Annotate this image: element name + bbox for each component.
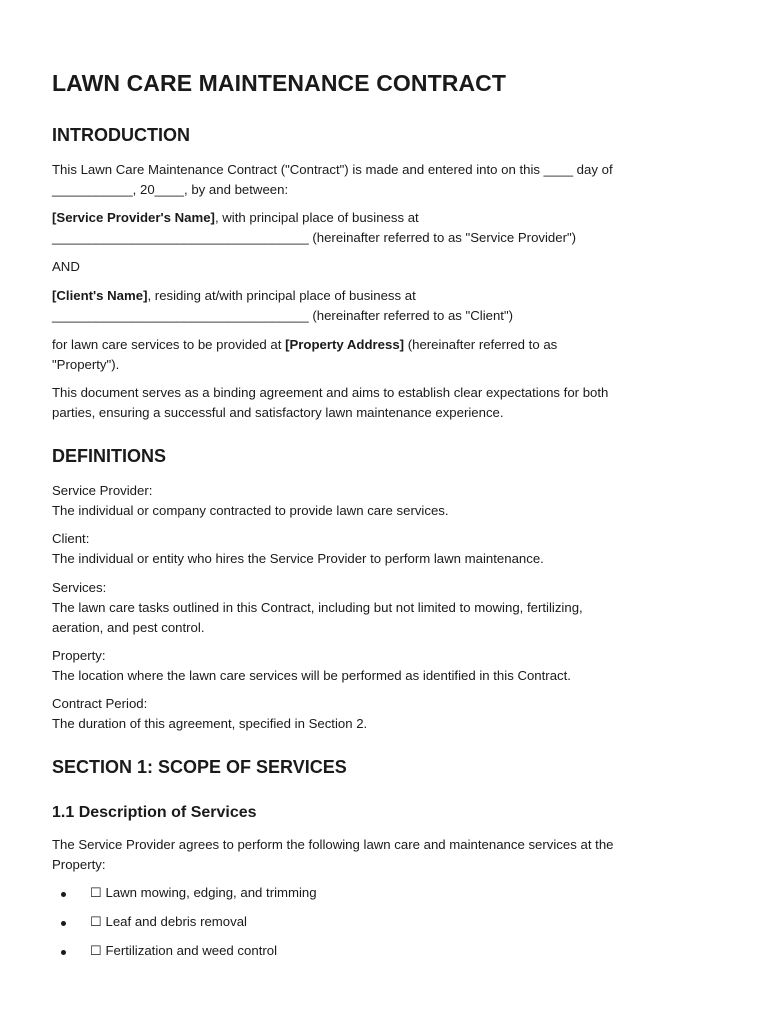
client-name-placeholder: [Client's Name]	[52, 288, 148, 303]
list-item	[52, 912, 317, 941]
property-line-2: "Property").	[52, 357, 120, 372]
service-checkbox-label: ☐ Fertilization and weed control	[90, 943, 278, 958]
client-address-line: ___________________________________ (hereinafter referred to as "Client")	[52, 308, 514, 323]
service-checkbox-label: ☐ Leaf and debris removal	[90, 914, 247, 929]
list-item	[52, 883, 317, 912]
definition-property	[52, 646, 722, 686]
and-text: AND	[52, 259, 80, 274]
definition-text-continued: aeration, and pest control.	[52, 620, 205, 635]
definition-term: Services:	[52, 580, 107, 595]
services-description-paragraph	[52, 835, 722, 875]
service-provider-name-placeholder: [Service Provider's Name]	[52, 210, 215, 225]
services-description-line-1: The Service Provider agrees to perform the following lawn care and maintenance services at the	[52, 837, 614, 852]
binding-agreement-paragraph	[52, 383, 722, 423]
definition-text: The location where the lawn care services will be performed as identified in this Contract.	[52, 668, 571, 683]
section-1-heading: SECTION 1: SCOPE OF SERVICES	[52, 757, 347, 777]
definitions-heading: DEFINITIONS	[52, 446, 167, 466]
introduction-heading: INTRODUCTION	[52, 125, 190, 145]
property-post-text: (hereinafter referred to as	[404, 337, 558, 352]
definition-term: Service Provider:	[52, 483, 153, 498]
intro-line-1: This Lawn Care Maintenance Contract ("Contract") is made and entered into on this ____ day of	[52, 162, 613, 177]
property-paragraph	[52, 335, 722, 375]
definition-contract-period	[52, 694, 722, 734]
property-pre-text: for lawn care services to be provided at	[52, 337, 286, 352]
intro-paragraph	[52, 160, 722, 200]
binding-line-1: This document serves as a binding agreement and aims to establish clear expectations for both	[52, 385, 609, 400]
bullet-icon	[61, 950, 66, 955]
binding-line-2: parties, ensuring a successful and satisfactory lawn maintenance experience.	[52, 405, 504, 420]
definition-text: The individual or company contracted to provide lawn care services.	[52, 503, 449, 518]
service-checkbox-label: ☐ Lawn mowing, edging, and trimming	[90, 885, 317, 900]
services-checklist	[52, 883, 317, 970]
definition-term: Client:	[52, 531, 90, 546]
definition-text: The lawn care tasks outlined in this Contract, including but not limited to mowing, fertilizing,	[52, 600, 583, 615]
definition-text: The duration of this agreement, specified in Section 2.	[52, 716, 368, 731]
bullet-icon	[61, 921, 66, 926]
property-address-placeholder: [Property Address]	[285, 337, 405, 352]
definition-client	[52, 529, 722, 569]
definition-services	[52, 578, 722, 638]
service-provider-address-text: , with principal place of business at	[214, 210, 419, 225]
definition-term: Contract Period:	[52, 696, 148, 711]
services-description-line-2: Property:	[52, 857, 106, 872]
definition-text: The individual or entity who hires the Service Provider to perform lawn maintenance.	[52, 551, 544, 566]
definition-term: Property:	[52, 648, 106, 663]
definition-service-provider	[52, 481, 722, 521]
intro-line-2: ___________, 20____, by and between:	[52, 182, 289, 197]
service-provider-paragraph	[52, 208, 722, 248]
client-paragraph	[52, 286, 722, 326]
client-address-text: , residing at/with principal place of business at	[147, 288, 416, 303]
list-item	[52, 941, 317, 970]
bullet-icon	[61, 892, 66, 897]
description-of-services-heading: 1.1 Description of Services	[52, 804, 257, 821]
document-title: LAWN CARE MAINTENANCE CONTRACT	[52, 70, 507, 96]
service-provider-address-line: ___________________________________ (hereinafter referred to as "Service Provider")	[52, 230, 577, 245]
